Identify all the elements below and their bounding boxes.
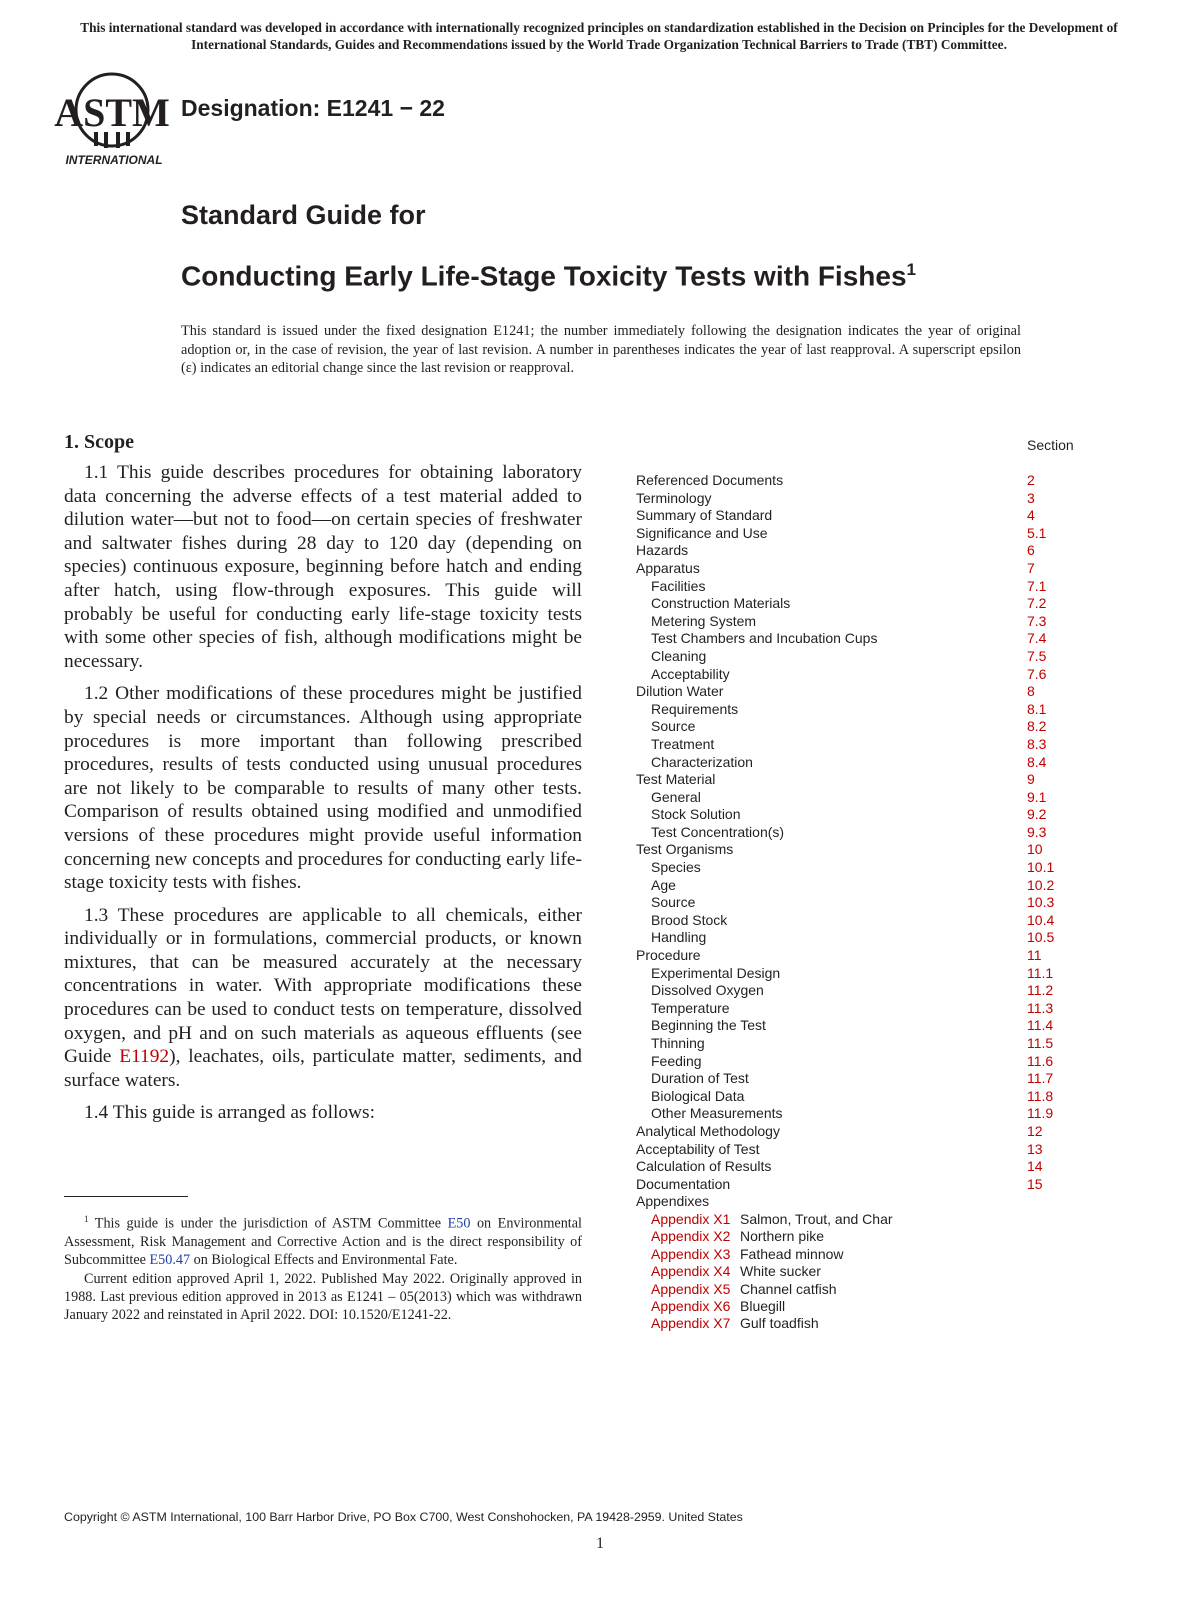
toc-row bbox=[636, 877, 1106, 895]
toc-section-link[interactable]: 8.3 bbox=[1027, 735, 1047, 752]
toc-row bbox=[636, 841, 1106, 859]
appendix-name: Northern pike bbox=[740, 1228, 825, 1245]
title-line-2 bbox=[181, 260, 916, 292]
toc-row bbox=[636, 560, 1106, 578]
footnote-text: This guide is under the jurisdiction of ASTM Committee bbox=[94, 1215, 448, 1232]
appendix-name: Salmon, Trout, and Char bbox=[740, 1210, 893, 1227]
toc-label: Facilities bbox=[651, 577, 706, 594]
subcommittee-e50-47-link[interactable]: E50.47 bbox=[149, 1252, 191, 1269]
paragraph-1-3 bbox=[64, 904, 582, 1093]
toc-label: Temperature bbox=[651, 999, 730, 1016]
paragraph-1-2: 1.2 Other modifications of these procedures might be justified by special needs or circumstances. Although using appropriate procedures is more important than following prescribed procedures, results of tests conducted using unusual procedures are not likely to be comparable to results of many other tests. Comparison of results obtained using modified and unmodified versions of these procedures might provide useful information concerning new concepts and procedures for conducting early life-stage toxicity tests with fishes. bbox=[64, 683, 582, 894]
toc-section-link[interactable]: 7.3 bbox=[1027, 612, 1047, 629]
toc-section-link[interactable]: 9.2 bbox=[1027, 806, 1047, 823]
toc-section-link[interactable]: 11.9 bbox=[1027, 1105, 1054, 1122]
astm-logo bbox=[54, 68, 170, 168]
copyright: Copyright © ASTM International, 100 Barr Harbor Drive, PO Box C700, West Conshohocken, PA 19428-2959. United States bbox=[64, 1510, 743, 1524]
toc-row bbox=[636, 1141, 1106, 1159]
toc-appendix-row bbox=[636, 1263, 1106, 1280]
toc-row bbox=[636, 965, 1106, 983]
toc-label: Source bbox=[651, 894, 696, 911]
footnote bbox=[64, 1210, 582, 1325]
toc-row bbox=[636, 894, 1106, 912]
toc-label: Test Material bbox=[636, 771, 716, 788]
appendix-link[interactable]: Appendix X3 bbox=[651, 1245, 731, 1262]
toc-label: Feeding bbox=[651, 1052, 702, 1069]
toc-row bbox=[636, 929, 1106, 947]
toc-section-link[interactable]: 3 bbox=[1027, 489, 1035, 506]
toc-row bbox=[636, 824, 1106, 842]
appendix-link[interactable]: Appendix X4 bbox=[651, 1263, 731, 1280]
toc-label: Documentation bbox=[636, 1175, 731, 1192]
svg-text:INTERNATIONAL: INTERNATIONAL bbox=[65, 153, 163, 167]
appendix-name: White sucker bbox=[740, 1263, 821, 1280]
toc-row bbox=[636, 718, 1106, 736]
toc-label: Test Concentration(s) bbox=[651, 823, 785, 840]
toc-appendix-row bbox=[636, 1298, 1106, 1315]
toc-row bbox=[636, 1123, 1106, 1141]
appendix-link[interactable]: Appendix X6 bbox=[651, 1297, 731, 1314]
issue-note: This standard is issued under the fixed designation E1241; the number immediately following the designation indicates the year of original adoption or, in the case of revision, the year of last revision. A number in parentheses indicates the year of last reapproval. A superscript epsilon (ε) indicates an editorial change since the last revision or reapproval. bbox=[181, 323, 1021, 376]
toc-row bbox=[636, 613, 1106, 631]
toc-section-link[interactable]: 6 bbox=[1027, 542, 1035, 559]
toc-row bbox=[636, 789, 1106, 807]
toc-section-link[interactable]: 11.3 bbox=[1027, 999, 1054, 1016]
toc-row bbox=[636, 1193, 1106, 1211]
toc-row bbox=[636, 683, 1106, 701]
toc-section-link[interactable]: 11.6 bbox=[1027, 1052, 1054, 1069]
appendix-name: Gulf toadfish bbox=[740, 1315, 819, 1332]
toc-label: Apparatus bbox=[636, 559, 700, 576]
appendix-link[interactable]: Appendix X2 bbox=[651, 1228, 731, 1245]
toc-section-link[interactable]: 4 bbox=[1027, 507, 1035, 524]
appendix-name: Channel catfish bbox=[740, 1280, 837, 1297]
toc-label: Stock Solution bbox=[651, 806, 741, 823]
toc-section-link[interactable]: 11 bbox=[1027, 947, 1042, 964]
toc-row bbox=[636, 595, 1106, 613]
toc-section-link[interactable]: 7.4 bbox=[1027, 630, 1047, 647]
toc-row bbox=[636, 1088, 1106, 1106]
paragraph-1-1: 1.1 This guide describes procedures for obtaining laboratory data concerning the adverse effects of a test material added to dilution water—but not to food—on certain species of freshwater and saltwater fishes during 28 day to 120 day (depending on species) continuous exposure, beginning before hatch and ending after hatch, using flow-through exposures. This guide will probably be useful for conducting early life-stage toxicity tests with some other species of fish, although modifications might be necessary. bbox=[64, 462, 582, 672]
toc-row bbox=[636, 771, 1106, 789]
toc-section-header: Section bbox=[1027, 437, 1074, 453]
toc-row bbox=[636, 648, 1106, 666]
toc-label: Characterization bbox=[651, 753, 753, 770]
toc-row bbox=[636, 736, 1106, 754]
toc-section-link[interactable]: 7.6 bbox=[1027, 665, 1047, 682]
toc-row bbox=[636, 542, 1106, 560]
toc-label: Brood Stock bbox=[651, 911, 728, 928]
toc-section-link[interactable]: 11.4 bbox=[1027, 1017, 1054, 1034]
toc-row bbox=[636, 859, 1106, 877]
toc-section-link[interactable]: 8.4 bbox=[1027, 753, 1047, 770]
toc-row bbox=[636, 578, 1106, 596]
paragraph-1-3-text-end: ), leachates, oils, particulate matter, sediments, and surface waters. bbox=[64, 1046, 582, 1091]
toc-section-link[interactable]: 9 bbox=[1027, 771, 1035, 788]
toc-appendix-row bbox=[636, 1281, 1106, 1298]
toc-label: Test Organisms bbox=[636, 841, 734, 858]
toc-section-link[interactable]: 2 bbox=[1027, 472, 1035, 488]
toc-section-link[interactable]: 10.4 bbox=[1027, 911, 1055, 928]
toc-section-link[interactable]: 10.1 bbox=[1027, 859, 1055, 876]
toc-section-link[interactable]: 8 bbox=[1027, 683, 1035, 700]
appendix-link[interactable]: Appendix X7 bbox=[651, 1315, 731, 1332]
toc-row bbox=[636, 490, 1106, 508]
toc-row bbox=[636, 806, 1106, 824]
toc-label: Test Chambers and Incubation Cups bbox=[651, 630, 878, 647]
toc-section-link[interactable]: 10.3 bbox=[1027, 894, 1055, 911]
toc-label: Appendixes bbox=[636, 1193, 710, 1210]
title-footnote-mark: 1 bbox=[906, 260, 916, 279]
toc-appendix-row bbox=[636, 1228, 1106, 1245]
guide-e1192-link[interactable]: E1192 bbox=[119, 1046, 170, 1068]
toc-section-link[interactable]: 8.1 bbox=[1027, 700, 1047, 717]
toc-section-link[interactable]: 12 bbox=[1027, 1122, 1043, 1139]
toc-label: General bbox=[651, 788, 701, 805]
appendix-name: Fathead minnow bbox=[740, 1245, 844, 1262]
toc-row bbox=[636, 1070, 1106, 1088]
scope-body bbox=[64, 461, 582, 1134]
toc-section-link[interactable]: 10.5 bbox=[1027, 929, 1055, 946]
footnote-divider bbox=[64, 1196, 188, 1197]
toc-label: Procedure bbox=[636, 947, 701, 964]
footnote-text-mid: on Environmental Assessment, Risk Management and Corrective Action and is the direct responsibility of Subcommittee bbox=[64, 1215, 582, 1269]
toc-section-link[interactable]: 5.1 bbox=[1027, 524, 1047, 541]
toc-label: Summary of Standard bbox=[636, 507, 773, 524]
toc-section-link[interactable]: 8.2 bbox=[1027, 718, 1047, 735]
toc-label: Hazards bbox=[636, 542, 689, 559]
toc-row bbox=[636, 1176, 1106, 1194]
toc-label: Biological Data bbox=[651, 1087, 745, 1104]
toc-appendix-row bbox=[636, 1246, 1106, 1263]
toc-label: Dilution Water bbox=[636, 683, 724, 700]
toc-section-link[interactable]: 11.5 bbox=[1027, 1035, 1054, 1051]
toc-label: Construction Materials bbox=[651, 595, 791, 612]
appendix-link[interactable]: Appendix X5 bbox=[651, 1280, 731, 1297]
toc-label: Cleaning bbox=[651, 647, 707, 664]
page-number: 1 bbox=[596, 1535, 604, 1552]
paragraph-1-4: 1.4 This guide is arranged as follows: bbox=[84, 1102, 375, 1124]
toc-label: Experimental Design bbox=[651, 964, 781, 981]
toc-row bbox=[636, 1035, 1106, 1053]
toc-section-link[interactable]: 7 bbox=[1027, 559, 1035, 576]
toc-row bbox=[636, 525, 1106, 543]
toc-row bbox=[636, 1053, 1106, 1071]
edition-note: Current edition approved April 1, 2022. Published May 2022. Originally approved in 1988. Last previous edition approved in 2013 as E1241 – 05(2013) which was withdrawn January 2022 and reinstated in April 2022. DOI: 10.1520/E1241-22. bbox=[64, 1270, 582, 1324]
toc-label: Calculation of Results bbox=[636, 1158, 772, 1175]
toc-row bbox=[636, 1000, 1106, 1018]
toc-section-link[interactable]: 9.1 bbox=[1027, 788, 1047, 805]
toc-label: Source bbox=[651, 718, 696, 735]
toc-section-link[interactable]: 9.3 bbox=[1027, 823, 1047, 840]
toc-section-link[interactable]: 11.1 bbox=[1027, 964, 1054, 981]
toc-section-link[interactable]: 7.2 bbox=[1027, 595, 1047, 612]
toc-row bbox=[636, 754, 1106, 772]
toc-row bbox=[636, 472, 1106, 490]
toc-label: Other Measurements bbox=[651, 1105, 783, 1122]
toc-label: Duration of Test bbox=[651, 1070, 749, 1087]
title-text: Conducting Early Life-Stage Toxicity Tests with Fishes bbox=[181, 260, 907, 292]
committee-e50-link[interactable]: E50 bbox=[447, 1215, 471, 1232]
title-line-1: Standard Guide for bbox=[181, 200, 426, 230]
toc-label: Metering System bbox=[651, 612, 757, 629]
toc-row bbox=[636, 982, 1106, 1000]
svg-text:ASTM: ASTM bbox=[54, 90, 170, 135]
designation: Designation: E1241 − 22 bbox=[181, 95, 445, 121]
toc-label: Thinning bbox=[651, 1035, 705, 1051]
toc-section-link[interactable]: 13 bbox=[1027, 1140, 1043, 1157]
toc-label: Species bbox=[651, 859, 701, 876]
toc-row bbox=[636, 701, 1106, 719]
toc-row bbox=[636, 630, 1106, 648]
toc-section-link[interactable]: 7.1 bbox=[1027, 577, 1047, 594]
appendix-link[interactable]: Appendix X1 bbox=[651, 1210, 731, 1227]
toc-row bbox=[636, 1105, 1106, 1123]
table-of-contents bbox=[636, 472, 1106, 1333]
toc-row bbox=[636, 912, 1106, 930]
toc-section-link[interactable]: 11.2 bbox=[1027, 982, 1054, 999]
toc-label: Analytical Methodology bbox=[636, 1122, 780, 1139]
toc-label: Beginning the Test bbox=[651, 1017, 766, 1034]
toc-appendix-row bbox=[636, 1315, 1106, 1332]
toc-label: Age bbox=[651, 876, 676, 893]
toc-section-link[interactable]: 15 bbox=[1027, 1175, 1043, 1192]
toc-row bbox=[636, 947, 1106, 965]
toc-section-link[interactable]: 14 bbox=[1027, 1158, 1043, 1175]
toc-label: Significance and Use bbox=[636, 524, 768, 541]
toc-row bbox=[636, 1017, 1106, 1035]
toc-section-link[interactable]: 11.8 bbox=[1027, 1087, 1054, 1104]
toc-section-link[interactable]: 10 bbox=[1027, 841, 1043, 858]
footnote-mark: 1 bbox=[84, 1214, 89, 1224]
toc-section-link[interactable]: 10.2 bbox=[1027, 876, 1055, 893]
toc-label: Handling bbox=[651, 929, 707, 946]
toc-appendix-row bbox=[636, 1211, 1106, 1228]
top-notice: This international standard was developed in accordance with internationally recognized principles on standardization established in the Decision on Principles for the Development of International Standards, Guides and Recommendations issued by the World Trade Organization Technical Barriers to Trade (TBT) Committee. bbox=[80, 20, 1118, 52]
toc-row bbox=[636, 666, 1106, 684]
paragraph-1-3-text: 1.3 These procedures are applicable to all chemicals, either individually or in formulations, commercial products, or known mixtures, that can be measured accurately at the necessary concentrations in water. With appropriate modifications these procedures can be used to conduct tests on temperature, dissolved oxygen, and pH and on such materials as aqueous effluents (see Guide bbox=[64, 904, 582, 1068]
toc-label: Acceptability of Test bbox=[636, 1140, 760, 1157]
footnote-1 bbox=[64, 1210, 582, 1270]
toc-section-link[interactable]: 11.7 bbox=[1027, 1070, 1054, 1087]
toc-row bbox=[636, 507, 1106, 525]
toc-label: Dissolved Oxygen bbox=[651, 982, 764, 999]
toc-label: Treatment bbox=[651, 735, 715, 752]
toc-section-link[interactable]: 7.5 bbox=[1027, 647, 1047, 664]
toc-label: Requirements bbox=[651, 700, 739, 717]
toc-row bbox=[636, 1158, 1106, 1176]
footnote-text-end: on Biological Effects and Environmental Fate. bbox=[190, 1252, 458, 1269]
toc-label: Terminology bbox=[636, 489, 712, 506]
toc-label: Referenced Documents bbox=[636, 472, 784, 488]
appendix-name: Bluegill bbox=[740, 1297, 786, 1314]
toc-label: Acceptability bbox=[651, 665, 730, 682]
section-heading-scope: 1. Scope bbox=[64, 431, 134, 453]
